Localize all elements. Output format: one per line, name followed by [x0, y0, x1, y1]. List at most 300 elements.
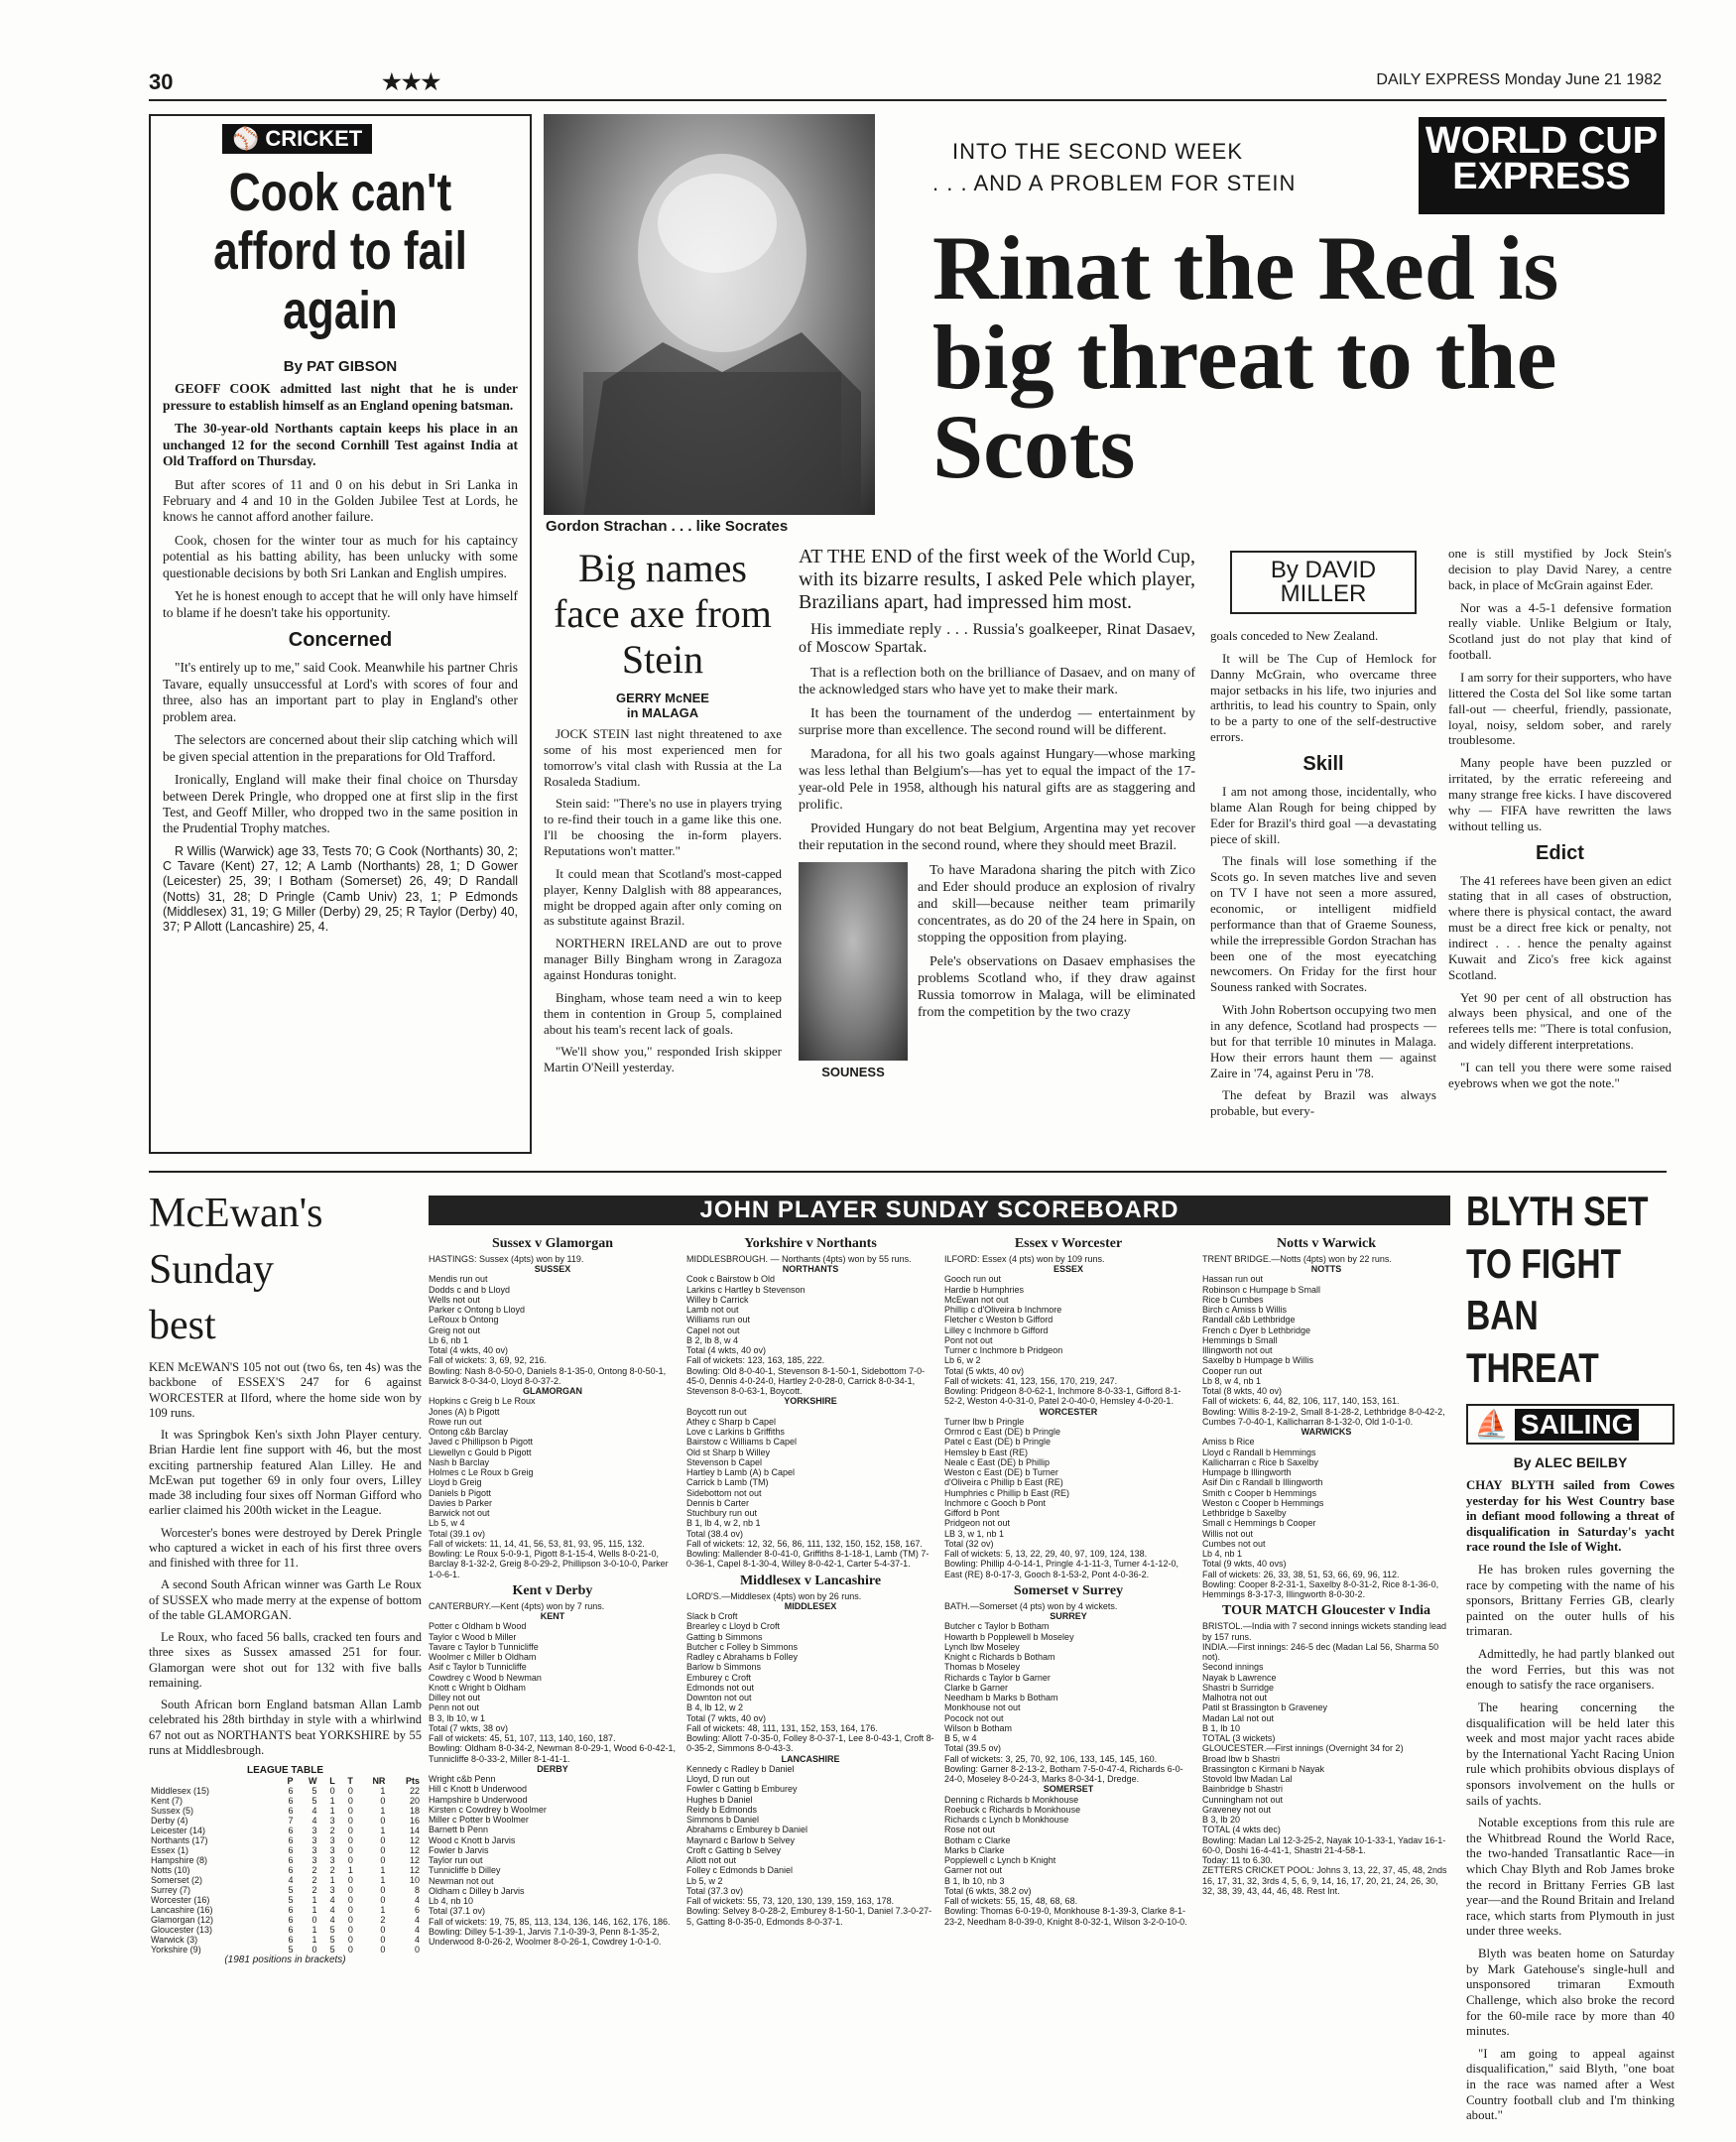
scoreboard-line: Holmes c Le Roux b Greig [429, 1467, 534, 1478]
table-cell: 0 [380, 1816, 386, 1827]
masthead-rule [149, 99, 1667, 101]
scoreboard-line: Williams run out [686, 1315, 751, 1325]
table-cell: Somerset (2) [151, 1875, 203, 1886]
scoreboard-line: Gooch run out [944, 1274, 1002, 1285]
scoreboard-line: NOTTS [1310, 1264, 1342, 1275]
rinat-para: The defeat by Brazil was always probable, but every- [1210, 1087, 1436, 1119]
table-row [149, 1885, 422, 1895]
scoreboard-line: Patil st Brassington b Graveney [1202, 1702, 1328, 1713]
blyth-byline: By ALEC BEILBY [1513, 1454, 1628, 1470]
table-cell: Hampshire (8) [151, 1855, 208, 1866]
scoreboard-line: Lb 5, w 4 [429, 1518, 465, 1529]
league-table-note: (1981 positions in brackets) [224, 1954, 346, 1966]
scoreboard-line: Total (8 wkts, 40 ov) [1202, 1386, 1283, 1397]
scoreboard-line: Fall of wickets: 55, 15, 48, 68, 68. [944, 1896, 1078, 1907]
scoreboard-line: B 1, lb 4, w 2, nb 1 [686, 1518, 761, 1529]
table-cell: 3 [311, 1826, 317, 1836]
table-cell: 1 [329, 1796, 335, 1807]
table-cell: 3 [311, 1855, 317, 1866]
table-cell: 6 [288, 1796, 294, 1807]
scoreboard-line: Parker c Ontong b Lloyd [429, 1305, 526, 1316]
scoreboard-line: BATH.—Somerset (4 pts) won by 4 wickets. [944, 1600, 1118, 1611]
scoreboard-line: Willey b Carrick [686, 1294, 749, 1305]
table-cell: 1 [347, 1865, 353, 1876]
scoreboard-line: Lloyd, D run out [686, 1774, 750, 1785]
bignames-para: "We'll show you," responded Irish skipper Martin O'Neill yesterday. [544, 1044, 782, 1075]
scoreboard-line: B 2, lb 8, w 4 [686, 1334, 739, 1345]
table-cell: 22 [409, 1786, 420, 1797]
mcewan-para: A second South African winner was Garth Le Roux of SUSSEX who made merry at the expense of bottom of the table GLAMORGAN. [149, 1577, 422, 1622]
mcewan-para: KEN McEWAN'S 105 not out (two 6s, ten 4s) was the backbone of ESSEX'S 247 for 6 against WORCESTER at Ilford, where the home side won by 109 runs. [149, 1360, 422, 1420]
scoreboard-line: Nayak b Lawrence [1202, 1672, 1277, 1683]
scoreboard-line: Lb 4, nb 1 [1202, 1549, 1243, 1560]
rinat-col-1 [799, 546, 1195, 1079]
scoreboard-line: GLOUCESTER.—First innings (Overnight 34 for 2) [1202, 1743, 1404, 1754]
scoreboard-column [429, 1232, 677, 2125]
scoreboard-line: Potter c Oldham b Wood [429, 1621, 527, 1632]
table-cell: 0 [414, 1945, 420, 1955]
cricket-byline: By PAT GIBSON [283, 358, 398, 376]
table-cell: 6 [288, 1806, 294, 1817]
scoreboard-line: CANTERBURY.—Kent (4pts) won by 7 runs. [429, 1600, 605, 1611]
scoreboard-line: Emburey c Croft [686, 1672, 752, 1683]
table-cell: 1 [380, 1905, 386, 1916]
rinat-para: It will be The Cup of Hemlock for Danny McGrain, who overcame three major setbacks in his life, two injuries and arthritis, to lead his country to Spain, only to be a party to one of the self-destructive errors. [1210, 650, 1436, 745]
table-row [149, 1895, 422, 1905]
table-cell: 0 [311, 1915, 317, 1926]
table-cell: Kent (7) [151, 1796, 184, 1807]
scoreboard-line: Slack b Croft [686, 1611, 738, 1622]
scoreboard-line: Fall of wickets: 11, 14, 41, 56, 53, 81, 93, 95, 115, 132. [429, 1538, 645, 1549]
scoreboard-line: Patel c East (DE) b Pringle [944, 1437, 1052, 1448]
table-row [149, 1935, 422, 1945]
bignames-para: Bingham, whose team need a win to keep them in contention in Group 5, complained about his team's recent lack of goals. [544, 989, 782, 1037]
scoreboard-line: Taylor c Wood b Miller [429, 1631, 517, 1642]
table-cell: 6 [288, 1845, 294, 1856]
table-cell: 2 [311, 1865, 317, 1876]
scoreboard-line: Kennedy c Radley b Daniel [686, 1763, 795, 1774]
scoreboard-line: Bowling: Allott 7-0-35-0, Folley 8-0-37-1, Lee 8-0-43-1, Croft 8-0-35-2, Simmons 8-0-43-3. [686, 1733, 934, 1754]
scoreboard-column [686, 1232, 934, 2125]
scoreboard-line: B 1, lb 10, nb 3 [944, 1875, 1005, 1886]
scoreboard-line: Downton not out [686, 1693, 752, 1703]
scoreboard-line: Radley c Abrahams b Folley [686, 1652, 799, 1663]
scoreboard-line: Hill c Knott b Underwood [429, 1784, 528, 1795]
cricket-headline: Cook can't afford to fail again [213, 163, 467, 340]
table-row [149, 1875, 422, 1885]
scoreboard-line: Simmons b Daniel [686, 1815, 760, 1826]
rinat-lead: AT THE END of the first week of the World Cup, with its bizarre results, I asked Pele which player, Brazilians apart, had impressed him most. [799, 546, 1195, 613]
rinat-para: one is still mystified by Jock Stein's decision to play David Narey, a centre back, in place of McGrain against Eder. [1448, 546, 1672, 592]
scoreboard-line: Reidy b Edmonds [686, 1804, 758, 1815]
scoreboard-line: McEwan not out [944, 1294, 1009, 1305]
page-number: 30 [149, 69, 174, 94]
table-row [149, 1925, 422, 1935]
scoreboard-line: Neale c East (DE) b Phillip [944, 1456, 1051, 1467]
league-table-col: P [287, 1776, 294, 1787]
scoreboard-line: B 3, lb 20 [1202, 1815, 1241, 1826]
table-cell: 4 [311, 1816, 317, 1827]
table-cell: 0 [380, 1925, 386, 1936]
rinat-para: Many people have been puzzled or irritated, by the erratic refereeing and many strange free kicks. I have discovered why — FIFA have rewritten the laws without telling us. [1448, 755, 1672, 833]
scoreboard-line: B 3, lb 10, w 1 [429, 1712, 486, 1723]
scoreboard-line: Garner not out [944, 1865, 1003, 1876]
table-cell: Warwick (3) [151, 1935, 198, 1946]
scoreboard-line: Graveney not out [1202, 1804, 1272, 1815]
mcewan-para: Le Roux, who faced 56 balls, cracked ten fours and three sixes as Sussex amassed 251 for four. Glamorgan were shot out for 132 with five balls remaining. [149, 1630, 422, 1690]
blyth-para: Blyth was beaten home on Saturday by Mark Gatehouse's single-hull and unsponsored trimaran Exmouth Challenge, which also broke the record for the 60-mile race by more than 40 minutes. [1466, 1947, 1674, 2039]
scoreboard-line: Knight c Richards b Botham [944, 1652, 1055, 1663]
cricket-team-list: R Willis (Warwick) age 33, Tests 70; G Cook (Northants) 30, 2; C Tavare (Kent) 27, 12; A Lamb (Northants) 28, 1; D Gower (Leicester) 25, 39; I Botham (Somerset) 26, 49; D Randall (Notts) 31, 28; D Pringle (Camb Univ) 23, 1; P Edmonds (Middlesex) 31, 19; G Miller (Derby) 29, 25; R Taylor (Derby) 40, 37; P Allott (Lancashire) 25, 4. [163, 843, 518, 935]
scoreboard-line: Humphries c Phillip b East (RE) [944, 1487, 1070, 1498]
scoreboard-line: Inchmore c Gooch b Pont [944, 1497, 1047, 1508]
scoreboard-line: Maynard c Barlow b Selvey [686, 1834, 796, 1845]
table-cell: 0 [347, 1816, 353, 1827]
scoreboard-line: GLAMORGAN [523, 1386, 582, 1397]
worldcup-kicker-2: . . . AND A PROBLEM FOR STEIN [932, 171, 1297, 195]
scoreboard-line: Tunnicliffe b Dilley [429, 1865, 501, 1876]
scoreboard-line: Hardie b Humphries [944, 1284, 1025, 1295]
table-cell: 5 [329, 1935, 335, 1946]
scoreboard-line: Robinson c Humpage b Small [1202, 1284, 1321, 1295]
scoreboard-line: Weston c East (DE) b Turner [944, 1467, 1058, 1478]
mcewan-article [149, 1186, 422, 1965]
scoreboard-line: Capel not out [686, 1324, 740, 1335]
table-row [149, 1806, 422, 1816]
table-cell: 0 [380, 1885, 386, 1896]
table-cell: 0 [380, 1945, 386, 1955]
table-row [149, 1865, 422, 1875]
scoreboard-line: Needham b Marks b Botham [944, 1693, 1058, 1703]
scoreboard-line: Howarth b Popplewell b Moseley [944, 1631, 1074, 1642]
strachan-photo [544, 114, 875, 515]
scoreboard-line: Fall of wickets: 41, 123, 156, 170, 219, 247. [944, 1375, 1118, 1386]
mcewan-para: South African born England batsman Allan Lamb celebrated his 28th birthday in style with a whirlwind 67 not out as NORTHANTS beat YORKSHIRE by 55 runs at Middlesbrough. [149, 1698, 422, 1757]
scoreboard-match-title: Middlesex v Lancashire [739, 1573, 882, 1588]
scoreboard-line: Fall of wickets: 55, 73, 120, 130, 139, 159, 163, 178. [686, 1896, 895, 1907]
table-cell: 2 [380, 1915, 386, 1926]
table-cell: 0 [347, 1875, 353, 1886]
scoreboard-line: Fall of wickets: 26, 33, 38, 51, 53, 66, 69, 96, 112. [1202, 1569, 1400, 1579]
worldcup-kicker-1: INTO THE SECOND WEEK [952, 139, 1244, 164]
table-cell: 6 [288, 1865, 294, 1876]
table-cell: Sussex (5) [151, 1806, 194, 1817]
scoreboard-line: Wells not out [429, 1294, 480, 1305]
scoreboard-line: Pont not out [944, 1334, 993, 1345]
rinat-para: That is a reflection both on the brilliance of Dasaev, and on many of the acknowledged stars who have yet to make their mark. [799, 665, 1195, 697]
blyth-para: Notable exceptions from this rule are the Whitbread Round the World Race, the two-handed Transatlantic Race—in which Chay Blyth and Rob James broke the record in Brittany Ferries GB last year—and the Round Britain and Ireland race, which starts from Plymouth in just under three weeks. [1466, 1816, 1674, 1939]
scoreboard-line: Fletcher c Weston b Gifford [944, 1315, 1054, 1325]
scoreboard-line: MIDDLESEX [784, 1600, 837, 1611]
scoreboard-line: HASTINGS: Sussex (4pts) won by 119. [429, 1253, 584, 1264]
scoreboard-line: Greig not out [429, 1324, 481, 1335]
table-cell: 5 [311, 1786, 317, 1797]
scoreboard-line: Fall of wickets: 12, 32, 56, 86, 111, 132, 150, 152, 158, 167. [686, 1538, 923, 1549]
scoreboard-line: Bairstow c Williams b Capel [686, 1437, 798, 1448]
scoreboard-line: Fall of wickets: 3, 25, 70, 92, 106, 133, 145, 145, 160. [944, 1753, 1158, 1764]
table-cell: 3 [311, 1845, 317, 1856]
table-cell: 0 [380, 1935, 386, 1946]
scoreboard-line: Bowling: Cooper 8-2-31-1, Saxelby 8-0-31-2, Rice 8-1-36-0, Hemmings 8-3-17-3, Illingworth 8-0-30-2. [1202, 1578, 1439, 1600]
scoreboard-line: Pocock not out [944, 1712, 1004, 1723]
table-cell: 12 [409, 1835, 420, 1846]
scoreboard-line: Malhotra not out [1202, 1693, 1268, 1703]
scoreboard-line: TOTAL (4 wkts dec) [1202, 1825, 1281, 1835]
scoreboard-line: Fall of wickets: 123, 163, 185, 222. [686, 1355, 825, 1366]
scoreboard-line: Bowling: Madan Lal 12-3-25-2, Nayak 10-1-33-1, Yadav 16-1-60-0, Doshi 16-4-41-1, Shastri 21-4-58-1. [1202, 1834, 1446, 1855]
photo-caption: Gordon Strachan . . . like Socrates [546, 518, 789, 535]
scoreboard-line: Rowe run out [429, 1416, 482, 1427]
league-table-col: L [329, 1776, 335, 1787]
cricket-para: The 30-year-old Northants captain keeps his place in an unchanged 12 for the second Cornhill Test against India at Old Trafford on Thursday. [163, 421, 518, 469]
blyth-para: He has broken rules governing the race by competing with the name of his sponsors, Brittany Ferries GB, clearly painted on the outer hulls of his trimaran. [1466, 1563, 1674, 1639]
table-cell: Surrey (7) [151, 1885, 191, 1896]
scoreboard-line: Kallicharran c Rice b Saxelby [1202, 1456, 1319, 1467]
table-row [149, 1835, 422, 1845]
table-cell: Lancashire (16) [151, 1905, 213, 1916]
rinat-para: The 41 referees have been given an edict stating that in all cases of obstruction, where there is physical contact, the award must be a direct free kick or penalty, not indirect . . . hence the penalty against Kuwait and Zico's free kick against Scotland. [1448, 872, 1672, 982]
scoreboard-column [944, 1232, 1192, 2125]
rinat-subhead-edict: Edict [1536, 841, 1584, 864]
scoreboard-line: Total (6 wkts, 38.2 ov) [944, 1885, 1032, 1896]
scoreboard-line: Willis not out [1202, 1528, 1254, 1539]
scoreboard-line: Phillip c d'Oliveira b Inchmore [944, 1305, 1062, 1316]
table-cell: 0 [347, 1945, 353, 1955]
scoreboard-line: LANCASHIRE [781, 1753, 840, 1764]
table-cell: 4 [329, 1895, 335, 1906]
table-row [149, 1855, 422, 1865]
scoreboard-match-title: Sussex v Glamorgan [491, 1236, 614, 1251]
table-cell: 4 [329, 1905, 335, 1916]
scoreboard-line: Total (39.1 ov) [429, 1528, 486, 1539]
scoreboard-line: Total (4 wkts, 40 ov) [686, 1345, 767, 1356]
scoreboard-line: Total (37.1 ov) [429, 1906, 486, 1917]
scoreboard-line: Richards c Lynch b Monkhouse [944, 1815, 1069, 1826]
scoreboard-line: Carrick b Lamb (TM) [686, 1477, 769, 1488]
table-cell: 6 [288, 1935, 294, 1946]
scoreboard-match-title: Yorkshire v Northants [744, 1236, 877, 1251]
blyth-para: "I am going to appeal against disqualification," said Blyth, "one boat in the race was named after a West Country football club and I'm thinking about." [1466, 2046, 1674, 2123]
scoreboard-line: ZETTERS CRICKET POOL: Johns 3, 13, 22, 37, 45, 48, 2nds 16, 17, 31, 32, 3rds 4, 5, 6, 9, 14, 16, 17, 20, 21, 24, 26, 30, 32, 38, 39, 43, 44, 46, 48. Rest Int. [1202, 1865, 1447, 1896]
scoreboard-line: Wood c Knott b Jarvis [429, 1834, 516, 1845]
scoreboard-line: Lilley c Inchmore b Gifford [944, 1324, 1049, 1335]
scoreboard-line: Bowling: Garner 8-2-13-2, Botham 7-5-0-47-4, Richards 6-0-24-0, Moseley 8-0-24-3, Marks 8-0-34-1, Dredge. [944, 1763, 1183, 1785]
table-cell: 1 [380, 1865, 386, 1876]
table-cell: 12 [409, 1865, 420, 1876]
table-cell: 5 [329, 1925, 335, 1936]
table-cell: Yorkshire (9) [151, 1945, 201, 1955]
scoreboard-line: TOTAL (3 wickets) [1202, 1733, 1276, 1744]
table-cell: 4 [329, 1915, 335, 1926]
cricket-bat-icon: ⚾ [232, 126, 260, 151]
scoreboard-line: French c Dyer b Lethbridge [1202, 1324, 1311, 1335]
scoreboard-line: WORCESTER [1039, 1406, 1098, 1417]
scoreboard-line: Gatting b Simmons [686, 1631, 763, 1642]
scoreboard-line: Folley c Edmonds b Daniel [686, 1865, 794, 1876]
table-cell: 14 [409, 1826, 420, 1836]
scoreboard-line: Small c Hemmings b Cooper [1202, 1518, 1316, 1529]
rinat-subhead-skill: Skill [1302, 753, 1344, 776]
cricket-subhead: Concerned [288, 629, 393, 652]
cricket-para: The selectors are concerned about their slip catching which will be given special attention in the preparations for Old Trafford. [163, 732, 518, 764]
table-cell: 4 [414, 1895, 420, 1906]
table-cell: 5 [311, 1796, 317, 1807]
scoreboard-line: Hampshire b Underwood [429, 1794, 528, 1805]
table-cell: Northants (17) [151, 1835, 208, 1846]
table-cell: 4 [414, 1925, 420, 1936]
scoreboard-line: Lb 6, w 2 [944, 1355, 981, 1366]
scoreboard-line: Total (7 wkts, 40 ov) [686, 1712, 767, 1723]
table-cell: 0 [347, 1826, 353, 1836]
scoreboard-line: Ontong c&b Barclay [429, 1427, 509, 1438]
scoreboard-line: Cook c Bairstow b Old [686, 1274, 776, 1285]
table-cell: 0 [347, 1915, 353, 1926]
souness-caption: SOUNESS [821, 1064, 885, 1079]
scoreboard-line: Bowling: Mallender 8-0-41-0, Griffiths 8-1-18-1, Lamb (TM) 7-0-36-1, Capel 8-1-30-4, Willey 8-0-42-1, Carter 5-4-37-1. [686, 1549, 930, 1570]
table-cell: Derby (4) [151, 1816, 188, 1827]
scoreboard-line: Daniels b Pigott [429, 1487, 492, 1498]
scoreboard-line: Illingworth not out [1202, 1345, 1273, 1356]
league-table-col: W [309, 1776, 317, 1787]
table-cell: 0 [380, 1895, 386, 1906]
table-cell: 0 [347, 1796, 353, 1807]
table-cell: 0 [347, 1925, 353, 1936]
scoreboard-line: LeRoux b Ontong [429, 1315, 499, 1325]
scoreboard-line: Fall of wickets: 19, 75, 85, 113, 134, 136, 146, 162, 176, 186. [429, 1916, 671, 1927]
scoreboard-line: BRISTOL.—India with 7 second innings wickets standing lead by 157 runs. [1202, 1621, 1446, 1642]
table-cell: 18 [409, 1806, 420, 1817]
scoreboard-line: Croft c Gatting b Selvey [686, 1844, 782, 1855]
table-cell: 2 [329, 1826, 335, 1836]
cricket-para: Yet he is honest enough to accept that he will only have himself to blame if he doesn't take his opportunity. [163, 588, 518, 620]
scoreboard-line: Barlow b Simmons [686, 1662, 762, 1673]
scoreboard-line: Bowling: Phillip 4-0-14-1, Pringle 4-1-11-3, Turner 4-1-12-0, East (RE) 8-0-17-3, Gooch 8-1-53-2, Pont 4-0-36-2. [944, 1559, 1178, 1579]
scoreboard-line: YORKSHIRE [784, 1396, 837, 1407]
scoreboard-line: Ormrod c East (DE) b Pringle [944, 1427, 1061, 1438]
table-cell: Glamorgan (12) [151, 1915, 214, 1926]
scoreboard-line: SUSSEX [534, 1264, 571, 1275]
table-cell: 5 [329, 1945, 335, 1955]
table-cell: 7 [288, 1816, 294, 1827]
table-cell: 0 [329, 1786, 335, 1797]
scoreboard-line: Hopkins c Greig b Le Roux [429, 1396, 536, 1407]
scoreboard-line: Clarke b Garner [944, 1682, 1009, 1693]
scoreboard-line: Lb 4, nb 10 [429, 1896, 474, 1907]
table-cell: 0 [347, 1885, 353, 1896]
scoreboard-line: Weston c Cooper b Hemmings [1202, 1497, 1324, 1508]
scoreboard-line: Fall of wickets: 48, 111, 131, 152, 153, 164, 176. [686, 1722, 878, 1733]
scoreboard-line: LB 3, w 1, nb 1 [944, 1528, 1005, 1539]
cricket-label: ⚾ CRICKET [222, 124, 372, 154]
scoreboard-line: B 5, w 4 [944, 1733, 977, 1744]
scoreboard-line: Hughes b Daniel [686, 1794, 753, 1805]
table-cell: 16 [409, 1816, 420, 1827]
scoreboard-line: Miller c Potter b Woolmer [429, 1815, 529, 1826]
scoreboard-match-title: Kent v Derby [512, 1582, 593, 1598]
table-cell: 3 [311, 1835, 317, 1846]
scoreboard-line: Fowler b Jarvis [429, 1844, 489, 1855]
scoreboard-line: Fall of wickets: 45, 51, 107, 113, 140, 160, 187. [429, 1733, 616, 1744]
table-cell: 1 [311, 1895, 317, 1906]
scoreboard-line: Denning c Richards b Monkhouse [944, 1794, 1079, 1805]
mcewan-para: It was Springbok Ken's sixth John Player century. Brian Hardie lent fine support with 46, but the most exciting partnership featured Alan Lilley. He and McEwan put together 69 in only four overs, Lilley made 38 including four sixes off Norman Gifford who earlier claimed his 200th wicket in the League. [149, 1428, 422, 1518]
scoreboard-line: Hemsley b East (RE) [944, 1447, 1029, 1457]
rinat-col-3 [1448, 546, 1672, 1098]
rinat-para: Nor was a 4-5-1 defensive formation really viable. Unlike Belgium or Italy, Scotland just do not play that kind of football. [1448, 599, 1672, 663]
scoreboard-line: Bowling: Le Roux 5-0-9-1, Pigott 8-1-15-4, Wells 8-0-21-0, Barclay 8-1-32-2, Greig 8-0-29-2, Phillipson 3-0-10-0, Parker 1-0-6-1. [429, 1549, 669, 1579]
bignames-para: JOCK STEIN last night threatened to axe some of his most experienced men for tomorrow's vital clash with Russia at the La Rosaleda Stadium. [544, 726, 782, 789]
scoreboard-line: Davies b Parker [429, 1497, 493, 1508]
scoreboard-line: MIDDLESBROUGH. — Northants (4pts) won by 55 runs. [686, 1253, 912, 1264]
scoreboard-match-title: Somerset v Surrey [1013, 1582, 1124, 1598]
edition-stars: ★★★ [382, 69, 441, 94]
scoreboard-line: Old st Sharp b Willey [686, 1447, 771, 1457]
scoreboard-line: Rose not out [944, 1825, 996, 1835]
rinat-para: Maradona, for all his two goals against Hungary—whose marking was less lethal than Belgium's—has yet to equal the impact of the 17-year-old Pele in 1958, although his natural gifts are as staggering and prolific. [799, 747, 1195, 814]
table-cell: 6 [288, 1835, 294, 1846]
scoreboard-line: Turner lbw b Pringle [944, 1416, 1025, 1427]
league-table-grid [149, 1776, 422, 1954]
table-cell: 4 [414, 1915, 420, 1926]
scoreboard-line: Boycott run out [686, 1406, 747, 1417]
rinat-para: Provided Hungary do not beat Belgium, Argentina may yet recover their reputation in the second round, where they should meet Brazil. [799, 821, 1195, 854]
scoreboard-line: SURREY [1050, 1611, 1087, 1622]
section-divider [149, 1171, 1667, 1173]
table-row [149, 1796, 422, 1806]
bignames-para: NORTHERN IRELAND are out to prove manager Billy Bingham wrong in Zaragoza against Honduras tonight. [544, 936, 782, 983]
blyth-para: CHAY BLYTH sailed from Cowes yesterday for his West Country base in defiant mood following a threat of disqualification in Saturday's yacht race round the Isle of Wight. [1466, 1478, 1674, 1555]
scoreboard-line: Broad lbw b Shastri [1202, 1753, 1281, 1764]
scoreboard-line: Brassington c Kirmani b Nayak [1202, 1763, 1325, 1774]
scoreboard-line: Bowling: Oldham 8-0-34-2, Newman 8-0-29-1, Wood 6-0-42-1, Tunnicliffe 8-0-33-2, Miller 8-1-41-1. [429, 1743, 676, 1764]
table-cell: 1 [380, 1826, 386, 1836]
scoreboard-line: Newman not out [429, 1875, 494, 1886]
scoreboard-line: Edmonds not out [686, 1682, 755, 1693]
table-cell: 1 [329, 1875, 335, 1886]
table-cell: 3 [329, 1845, 335, 1856]
scoreboard-line: Lynch lbw Moseley [944, 1641, 1020, 1652]
cricket-para: Cook, chosen for the winter tour as much for his captaincy potential as his batting ability, has been unlucky with some questionable decisions by both Sri Lankan and English umpires. [163, 532, 518, 580]
scoreboard-line: Butcher c Folley b Simmons [686, 1641, 799, 1652]
cricket-para: But after scores of 11 and 0 on his debut in Sri Lanka in February and 4 and 10 in the Golden Jubilee Test at Lords, he knows he cannot afford another failure. [163, 476, 518, 525]
bignames-article [544, 546, 782, 1082]
table-cell: Gloucester (13) [151, 1925, 213, 1936]
scoreboard-line: Tavare c Taylor b Tunnicliffe [429, 1641, 539, 1652]
blyth-para: The hearing concerning the disqualification will be held later this week and most major yacht races abide by the International Yacht Racing Union rule which prohibits obvious displays of sponsors involvement on the hulls or sails of yachts. [1466, 1700, 1674, 1808]
scoreboard-line: Today: 11 to 6.30. [1202, 1855, 1273, 1866]
scoreboard-line: Total (38.4 ov) [686, 1528, 744, 1539]
table-cell: 1 [380, 1806, 386, 1817]
scoreboard-line: Total (39.5 ov) [944, 1743, 1002, 1754]
table-cell: 5 [288, 1945, 294, 1955]
table-row [149, 1915, 422, 1925]
table-cell: 6 [414, 1905, 420, 1916]
rinat-para: His immediate reply . . . Russia's goalkeeper, Rinat Dasaev, of Moscow Spartak. [799, 621, 1195, 657]
scoreboard-line: Lb 5, w 2 [686, 1875, 723, 1886]
table-cell: 0 [311, 1945, 317, 1955]
scoreboard-line: Bowling: Old 8-0-40-1, Stevenson 8-1-50-1, Sidebottom 7-0-45-0, Dennis 4-0-24-0, Hartley 2-0-28-0, Carrick 8-0-34-1, Stevenson 8-0-63-1, Boycott. [686, 1365, 926, 1397]
scoreboard-line: Nash b Barclay [429, 1456, 490, 1467]
sailing-label: ⛵ SAILING [1466, 1404, 1674, 1445]
scoreboard-line: Shastri b Surridge [1202, 1682, 1275, 1693]
scoreboard-line: Hassan run out [1202, 1274, 1264, 1285]
table-cell: 0 [347, 1895, 353, 1906]
table-cell: 6 [288, 1826, 294, 1836]
scoreboard-line: Kirsten c Cowdrey b Woolmer [429, 1804, 547, 1815]
cricket-article [149, 114, 532, 1154]
scoreboard-line: Dennis b Carter [686, 1497, 750, 1508]
scoreboard-line: Love c Larkins b Griffiths [686, 1427, 785, 1438]
